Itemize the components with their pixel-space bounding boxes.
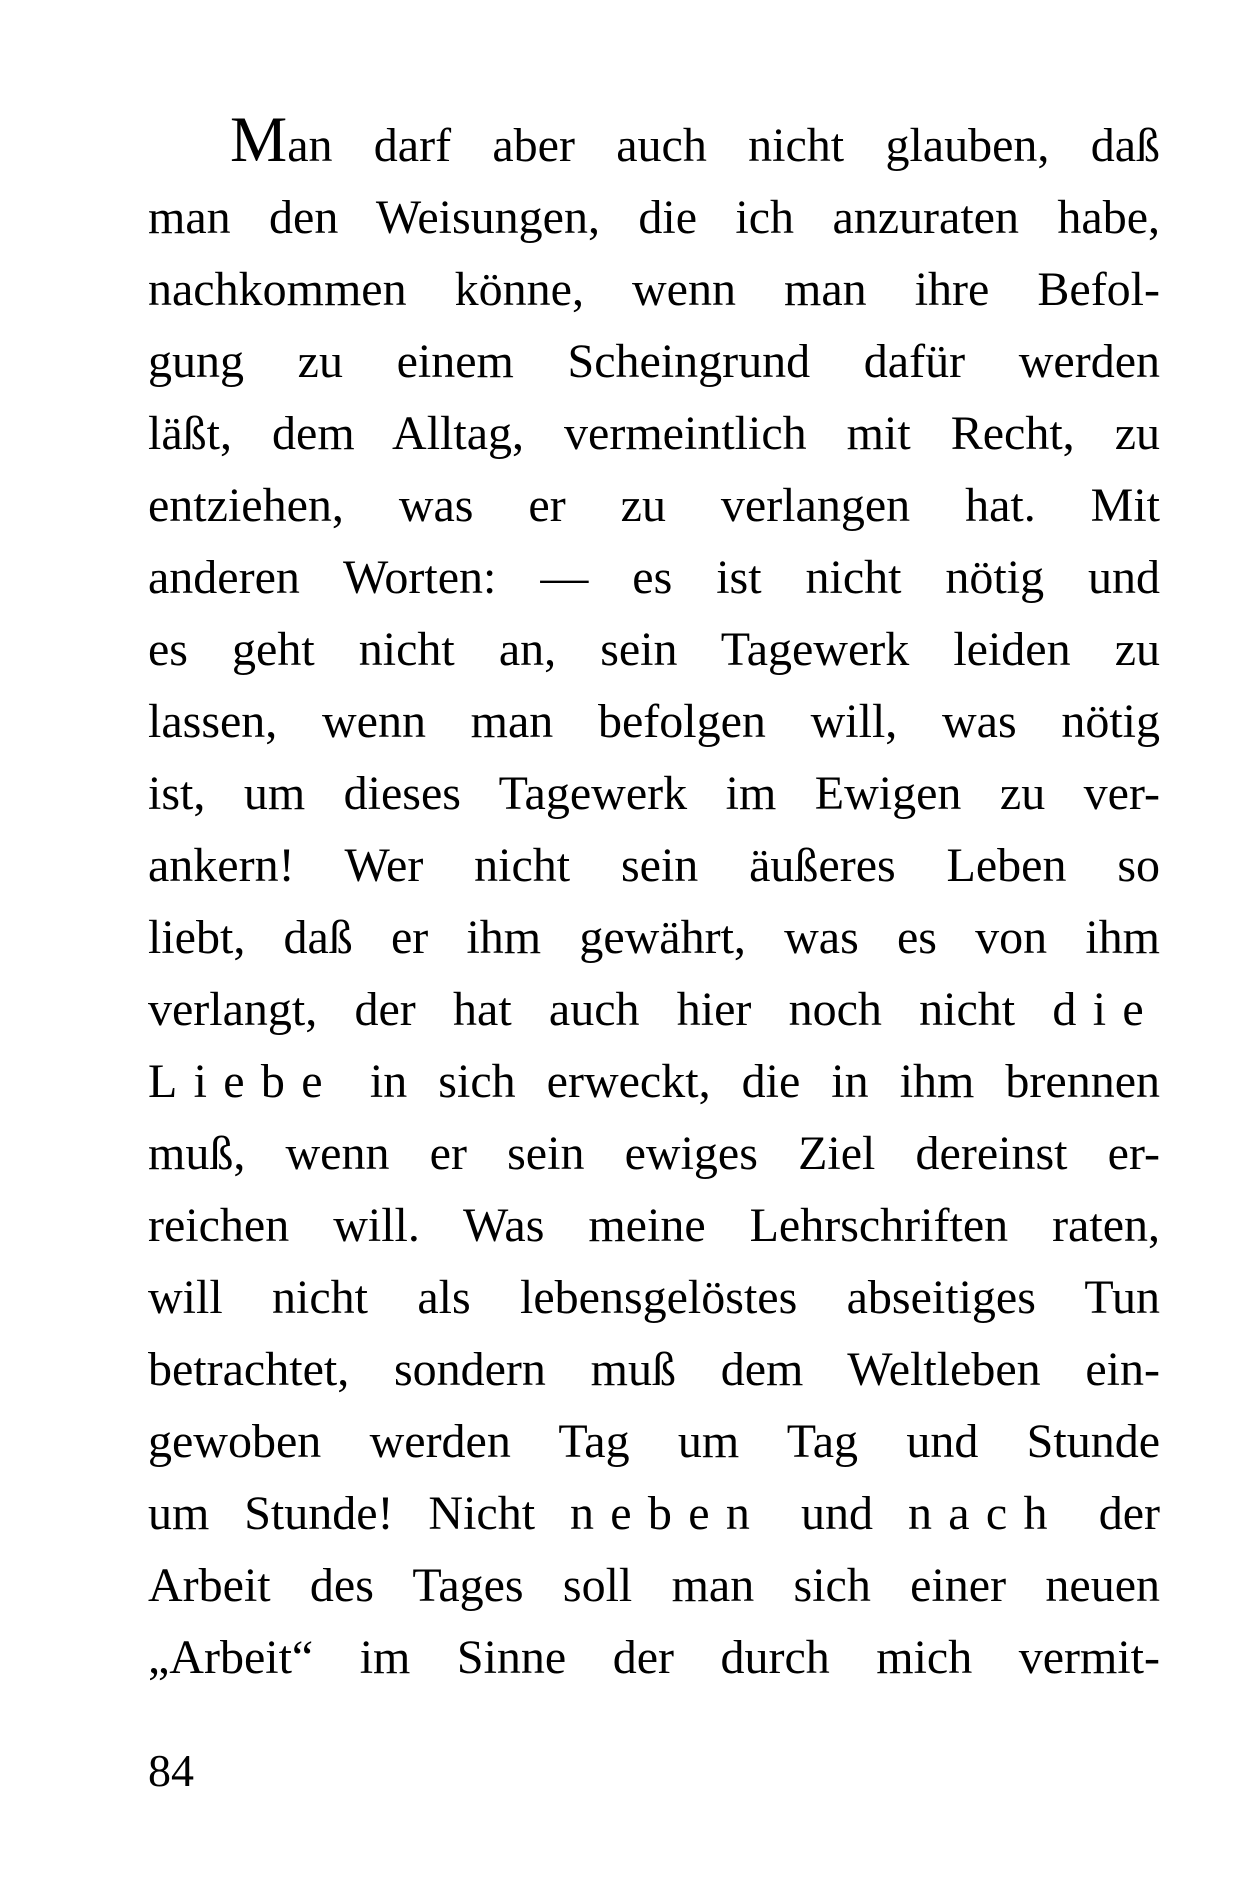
text-line <box>148 1118 1160 1190</box>
text-segment: nachkommen könne, wenn man ihre Befol- <box>148 263 1160 316</box>
text-line <box>148 686 1160 758</box>
page-number: 84 <box>148 1745 194 1796</box>
text-line <box>148 542 1160 614</box>
text-segment: will nicht als lebensgelöstes abseitiges Tun <box>148 1271 1160 1324</box>
text-line <box>148 614 1160 686</box>
text-line <box>148 182 1160 254</box>
text-line <box>148 974 1160 1046</box>
text-segment: es geht nicht an, sein Tagewerk leiden zu <box>148 623 1160 676</box>
text-line <box>148 104 1160 182</box>
text-segment: liebt, daß er ihm gewährt, was es von ihm <box>148 911 1160 964</box>
initial-capital: M <box>230 104 288 175</box>
text-segment: läßt, dem Alltag, vermeintlich mit Recht, zu <box>148 407 1160 460</box>
text-segment: verlangt, der hat auch hier noch nicht <box>148 983 1053 1036</box>
emphasized-word: die <box>1052 983 1160 1036</box>
text-line <box>148 1478 1160 1550</box>
text-segment: und <box>766 1487 908 1540</box>
text-segment: ankern! Wer nicht sein äußeres Leben so <box>148 839 1160 892</box>
text-segment: entziehen, was er zu verlangen hat. Mit <box>148 479 1160 532</box>
text-line <box>148 1262 1160 1334</box>
text-line <box>148 830 1160 902</box>
text-line <box>148 470 1160 542</box>
text-segment: gewoben werden Tag um Tag und Stunde <box>148 1415 1160 1468</box>
text-segment: ist, um dieses Tagewerk im Ewigen zu ver- <box>148 767 1160 820</box>
text-segment: an darf aber auch nicht glauben, daß <box>287 119 1160 172</box>
paragraph-block <box>148 104 1160 1694</box>
text-line <box>148 398 1160 470</box>
text-segment: betrachtet, sondern muß dem Weltleben ein- <box>148 1343 1160 1396</box>
text-segment: in sich erweckt, die in ihm brennen <box>338 1055 1160 1108</box>
text-line <box>148 1190 1160 1262</box>
text-segment: „Arbeit“ im Sinne der durch mich vermit- <box>148 1631 1160 1684</box>
text-segment: reichen will. Was meine Lehrschriften raten, <box>148 1199 1160 1252</box>
emphasized-word: neben <box>569 1487 767 1540</box>
text-line <box>148 254 1160 326</box>
text-segment: lassen, wenn man befolgen will, was nötig <box>148 695 1160 748</box>
text-segment: um Stunde! Nicht <box>148 1487 570 1540</box>
text-segment: muß, wenn er sein ewiges Ziel dereinst er- <box>148 1127 1160 1180</box>
text-segment: gung zu einem Scheingrund dafür werden <box>148 335 1160 388</box>
text-segment: Arbeit des Tages soll man sich einer neuen <box>148 1559 1160 1612</box>
text-line <box>148 1406 1160 1478</box>
text-line <box>148 1550 1160 1622</box>
emphasized-word: nach <box>907 1487 1064 1540</box>
text-line <box>148 1622 1160 1694</box>
text-line <box>148 758 1160 830</box>
text-line <box>148 902 1160 974</box>
emphasized-word: Liebe <box>148 1055 339 1108</box>
text-line <box>148 326 1160 398</box>
text-line <box>148 1046 1160 1118</box>
text-segment: anderen Worten: — es ist nicht nötig und <box>148 551 1160 604</box>
text-segment: der <box>1063 1487 1160 1540</box>
text-segment: man den Weisungen, die ich anzuraten habe, <box>148 191 1160 244</box>
text-line <box>148 1334 1160 1406</box>
